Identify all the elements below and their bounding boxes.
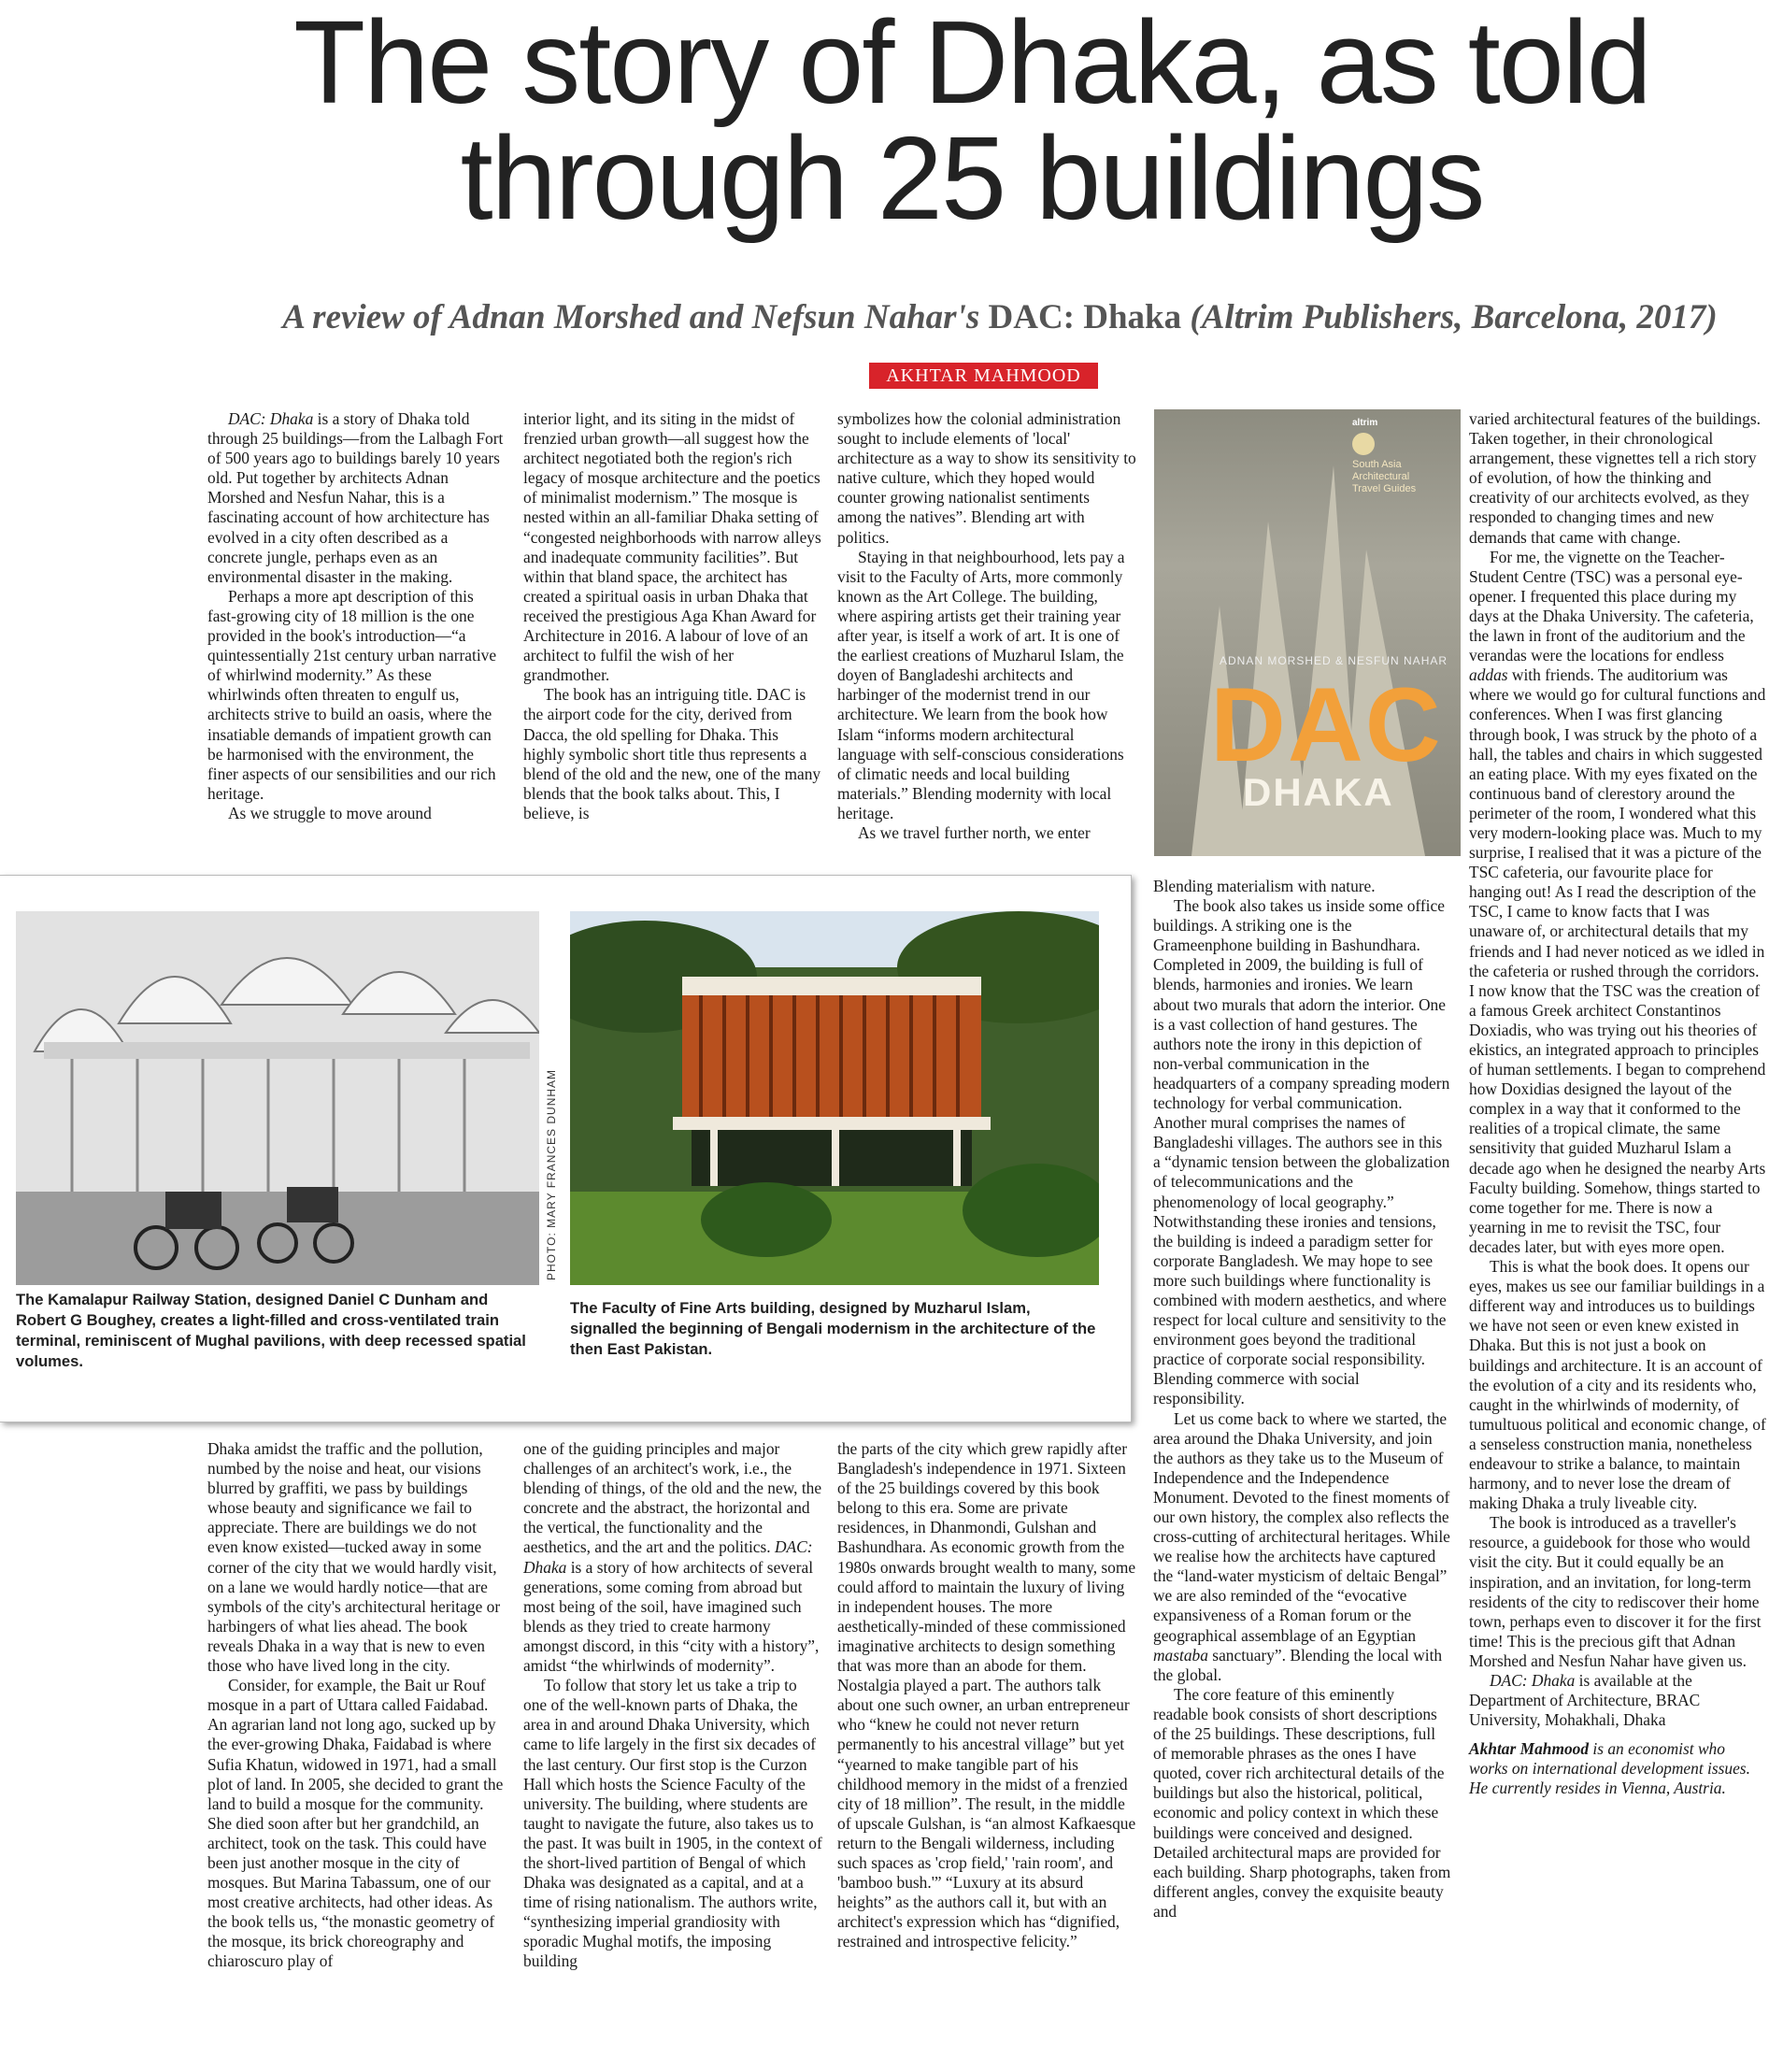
paragraph-text: For me, the vignette on the Teacher-Student Centre (TSC) was a personal eye-opener. I frequented this place during my days at the Dhaka University. The cafeteria, the lawn in front of the auditorium and the verandas were the locations for endless (1469, 547, 1754, 665)
italic-text: addas (1469, 665, 1508, 685)
italic-text: DAC: Dhaka (228, 409, 314, 428)
paragraph-text: As we struggle to move around (228, 803, 432, 822)
series-line-1: South Asia (1352, 459, 1402, 470)
paragraph-text: As we travel further north, we enter (858, 822, 1091, 842)
paragraph-text: interior light, and its siting in the midst of frenzied urban growth—all suggest how the architect negotiated both the region's rich legacy of mosque architecture and the poetics of minimalist modernism.” The mosque is nested within an all-familiar Dhaka setting of “congested neighborhoods with narrow alleys and inadequate community facilities”. But within that bland space, the architect has created a spiritual oasis in urban Dhaka that received the prestigious Aga Khan Award for Architecture in 2016. A labour of love of an architect to fulfil the wish of her grandmother. (523, 409, 821, 685)
paragraph-text: The book has an intriguing title. DAC is the airport code for the city, derived from Dacca, the old spelling for Dhaka. This highly symbolic short title thus represents a blend of the old and the new, one of the many blends that the book talks about. This, I believe, is (523, 685, 821, 822)
elephant-icon (1352, 433, 1375, 455)
cover-authors: ADNAN MORSHED & NESFUN NAHAR (1220, 654, 1448, 667)
fine-arts-building-illustration (570, 911, 1099, 1285)
cover-subtitle: DHAKA (1243, 770, 1394, 814)
paragraph (523, 1676, 822, 1971)
subhead-book-title: DAC: Dhaka (988, 298, 1182, 336)
series-logo: altrim (1352, 418, 1378, 428)
italic-text: mastaba (1153, 1645, 1208, 1665)
paragraph (1469, 409, 1766, 548)
cover-title: DAC (1210, 666, 1443, 783)
book-cover-image (1154, 409, 1461, 856)
column-4 (1153, 877, 1452, 1922)
paragraph-text: symbolizes how the colonial administration sought to include elements of 'local' architecture as a way to show its sensitivity to native culture, which they hoped would counter growing nationalist sentiments among the natives”. Blending art with politics. (837, 409, 1136, 547)
photo-credit-text: PHOTO: MARY FRANCES DUNHAM (545, 1068, 558, 1280)
subhead-text-1: A review of Adnan Morshed and Nefsun Nahar's (282, 298, 989, 336)
paragraph (1153, 877, 1452, 896)
paragraph-text: one of the guiding principles and major challenges of an architect's work, i.e., the blending of things, of the old and the new, the concrete and the abstract, the horizontal and the vertical, the functionality and the aesthetics, and the art and the politics. (523, 1439, 822, 1557)
paragraph (207, 804, 505, 823)
paragraph (1469, 1257, 1766, 1513)
paragraph-text: The book also takes us inside some office buildings. A striking one is the Grameenphone building in Bashundhara. Completed in 2009, the building is full of blends, harmonies and ironies. We learn about two murals that adorn the interior. One is a vast collection of hand gestures. The authors note the irony in this depiction of non-verbal communication in the headquarters of a company spreading modern technology for verbal communication. Another mural comprises the names of Bangladeshi villages. The authors see in this a “dynamic tension between the globalization of telecommunications and the phenomenology of local geography.” Notwithstanding these ironies and tensions, the building is indeed a paradigm setter for corporate Bangladesh. We may hope to see more such buildings where functionality is combined with modern aesthetics, and where respect for local culture and sensitivity to the environment goes beyond the traditional practice of corporate social responsibility. Blending commerce with social responsibility. (1153, 896, 1450, 1408)
column-3-bottom (837, 1439, 1136, 1951)
headline-line-1: The story of Dhaka, as told (293, 0, 1650, 128)
photo-credit (540, 1068, 568, 1285)
paragraph (837, 548, 1136, 823)
paragraph-text: Let us come back to where we started, the area around the Dhaka University, and join the authors as they take us to the Museum of Independence and the Independence Monument. Devoted to the finest moments of our own history, the complex also reflects the cross-cutting of architectural heritages. While we realise how the architects have captured the “land-water mysticism of deltaic Bengal” we are also reminded of the “evocative expansiveness of a Roman forum or the geographical assemblage of an Egyptian (1153, 1408, 1450, 1645)
paragraph (207, 1676, 505, 1971)
paragraph-text: Blending materialism with nature. (1153, 877, 1376, 895)
paragraph (523, 685, 822, 823)
series-line-2: Architectural (1352, 471, 1410, 482)
paragraph (837, 409, 1136, 548)
paragraph (207, 1439, 505, 1676)
headline-line-2: through 25 buildings (460, 112, 1484, 244)
paragraph (1469, 548, 1766, 1257)
series-badge (1352, 417, 1453, 494)
paragraph-text: Consider, for example, the Bait ur Rouf mosque in a part of Uttara called Faidabad. An agrarian land not long ago, sucked up by the ever-growing Dhaka, Faidabad is where Sufia Khatun, widowed in 1971, had a small plot of land. In 2005, she decided to grant the land to build a mosque for the community. She died soon after but her grandchild, an architect, took on the task. This could have been just another mosque in the city of mosques. But Marina Tabassum, one of our most creative architects, had other ideas. As the book tells us, “the monastic geometry of the mosque, its brick choreography and chiaroscuro play of (207, 1676, 504, 1971)
author-bio (1469, 1739, 1766, 1798)
column-2-bottom (523, 1439, 822, 1972)
paragraph-text: the parts of the city which grew rapidly after Bangladesh's independence in 1971. Sixteen of the 25 buildings covered by this book belong to this era. Some are private residences, in Dhanmondi, Gulshan and Bashundhara. As economic growth from the 1980s onwards brought wealth to many, some could afford to maintain the luxury of living in independent houses. The more aesthetically-minded of these commissioned imaginative architects to design something that was more than an abode for them. Nostalgia played a part. The authors talk about one such owner, an urban entrepreneur who “knew he could not never return permanently to his ancestral village” but yet “yearned to make tangible part of his childhood memory in the midst of a frenzied city of 18 million”. The result, in the middle of upscale Gulshan, is “an almost Kafkaesque return to the Bengali wilderness, including such spaces as 'crop field,' 'rain room', and 'bamboo bush.'” “Luxury at its absurd heights” as the authors call it, but with an architect's expression which has “dignified, restrained and introspective felicity.” (837, 1439, 1136, 1951)
column-5 (1469, 409, 1766, 1799)
paragraph (1469, 1671, 1766, 1730)
kamalapur-station-illustration (16, 911, 539, 1285)
headline (178, 0, 1766, 244)
paragraph (837, 1439, 1136, 1951)
paragraph (207, 587, 505, 804)
subhead-text-2: (Altrim Publishers, Barcelona, 2017) (1181, 298, 1718, 336)
photo2-caption: The Faculty of Fine Arts building, designed by Muzharul Islam, signalled the beginning of Bengali modernism in the architecture of the then East Pakistan. (570, 1299, 1096, 1358)
column-2-top (523, 409, 822, 823)
kamalapur-station-photo (16, 911, 539, 1285)
paragraph-text: sanctuary”. Blending the local with the global. (1153, 1645, 1443, 1684)
paragraph (1153, 1409, 1452, 1685)
paragraph-text: Dhaka amidst the traffic and the pollution, numbed by the noise and heat, our visions blurred by graffiti, we pass by buildings whose beauty and significance we fail to appreciate. There are buildings we do not even know existed—tucked away in some corner of the city that we would hardly visit, on a lane we would hardly notice—that are symbols of the city's architectural heritage or harbingers of what lies ahead. The book reveals Dhaka in a way that is new to even those who have lived long in the city. (207, 1439, 501, 1676)
paragraph-text: This is what the book does. It opens our eyes, makes us see our familiar buildings in a different way and introduces us to buildings we have not seen or even knew existed in Dhaka. But this is not just a book on buildings and architecture. It is an account of the evolution of a city and its residents who, caught in the whirlwinds of modernity, of tumultuous political and economic change, of a senseless construction mania, nonetheless endeavour to strike a balance, to maintain harmony, and to never lose the dream of making Dhaka a truly liveable city. (1469, 1257, 1766, 1513)
paragraph (523, 1439, 822, 1676)
author-name: Akhtar Mahmood (1469, 1739, 1590, 1759)
column-3-top (837, 409, 1136, 843)
paragraph-text: Staying in that neighbourhood, lets pay a visit to the Faculty of Arts, more commonly known as the Art College. The building, where aspiring artists get their training year after year, is itself a work of art. It is one of the earliest creations of Muzharul Islam, the doyen of Bangladeshi architects and harbinger of the modernist trend in our architecture. We learn from the book how Islam “informs modern architectural language with self-conscious considerations of climatic needs and local building materials.” Blending modernity with local heritage. (837, 547, 1125, 822)
paragraph-text: is a story of Dhaka told through 25 buildings—from the Lalbagh Fort of 500 years ago to buildings barely 10 years old. Put together by architects Adnan Morshed and Nesfun Nahar, this is a fascinating account of how architecture has evolved in a city often described as a concrete jungle, perhaps even as an environmental disaster in the making. (207, 409, 504, 586)
paragraph (837, 823, 1136, 843)
column-1-top (207, 409, 505, 823)
italic-text: DAC: Dhaka (523, 1537, 813, 1577)
paragraph (1153, 896, 1452, 1408)
column-1-bottom (207, 1439, 505, 1972)
paragraph (523, 409, 822, 685)
paragraph-text: is available at the Department of Architecture, BRAC University, Mohakhali, Dhaka (1469, 1671, 1701, 1730)
italic-text: DAC: Dhaka (1490, 1671, 1576, 1690)
photo1-caption: The Kamalapur Railway Station, designed Daniel C Dunham and Robert G Boughey, creates a light-filled and cross-ventilated train terminal, reminiscent of Mughal pavilions, with deep recessed spatial volumes. (16, 1291, 526, 1370)
author-bio-text: is an economist who works on international development issues. He currently resides in Vienna, Austria. (1469, 1739, 1750, 1798)
paragraph-text: varied architectural features of the buildings. Taken together, in their chronological arrangement, these vignettes tell a rich story of evolution, of how the thinking and creativity of our architects evolved, as they responded to changing times and new demands that came with change. (1469, 409, 1761, 547)
paragraph-text: To follow that story let us take a trip to one of the well-known parts of Dhaka, the area in and around Dhaka University, which came to life largely in the first six decades of the last century. Our first stop is the Curzon Hall which hosts the Science Faculty of the university. The building, where students are taught to navigate the future, also takes us to the past. It was built in 1905, in the context of the short-lived partition of Bengal of which Dhaka was designated as a capital, and at a time of rising nationalism. The authors write, “synthesizing imperial grandiosity with sporadic Mughal motifs, the imposing building (523, 1676, 822, 1971)
fine-arts-building-photo (570, 911, 1099, 1285)
subheadline (271, 297, 1729, 337)
paragraph-text: with friends. The auditorium was where we would go for cultural functions and conferences. When I was first glancing through book, I was struck by the photo of a hall, the tables and chairs in which suggested an eating place. With my eyes fixated on the continuous band of clerestory around the perimeter of the room, I wondered what this very modern-looking place was. Much to my surprise, I realised that it was a picture of the TSC cafeteria, our favourite place for hanging out! As I read the description of the TSC, I came to know facts that I was unaware of, or architectural details that my friends and I had never noticed as we idled in the cafeteria or rushed through the corridors. I now know that the TSC was the creation of a famous Greek architect Constantinos Doxiadis, who was trying out his theories of ekistics, an integrated approach to principles of human settlements. I began to comprehend how Doxidias designed the layout of the complex in a way that it conformed to the realities of a tropical climate, the same sensitivity that guided Muzharul Islam a decade ago when he designed the nearby Arts Faculty building. Somehow, things started to come together for me. There is now a yearning in me to revisit the TSC, four decades later, but with eyes more open. (1469, 665, 1766, 1256)
byline: AKHTAR MAHMOOD (869, 363, 1098, 389)
paragraph-text: The book is introduced as a traveller's resource, a guidebook for those who would visit the city. But it could equally be an inspiration, and an invitation, for long-term residents of the city to rediscover their home town, perhaps even to discover it for the first time! This is the precious gift that Adnan Morshed and Nesfun Nahar have given us. (1469, 1513, 1762, 1670)
series-line-3: Travel Guides (1352, 483, 1417, 494)
paragraph (207, 409, 505, 587)
paragraph-text: is a story of how architects of several generations, some coming from abroad but most being of the soil, have imagined such blends as they tried to create harmony amongst discord, in this “city with a history”, amidst “the whirlwinds of modernity”. (523, 1557, 820, 1676)
paragraph (1153, 1685, 1452, 1922)
paragraph-text: The core feature of this eminently readable book consists of short descriptions of the 25 buildings. These descriptions, full of memorable phrases as the ones I have quoted, cover rich architectural details of the buildings but also the historical, political, economic and policy context in which these buildings were conceived and designed. Detailed architectural maps are provided for each building. Sharp photographs, taken from different angles, convey the exquisite beauty and (1153, 1684, 1451, 1921)
paragraph (1469, 1513, 1766, 1671)
paragraph-text: Perhaps a more apt description of this fast-growing city of 18 million is the one provided in the book's introduction—“a quintessentially 21st century urban narrative of whirlwind modernity.” As these whirlwinds often threaten to engulf us, architects strive to build an oasis, where the insatiable demands of impatient growth can be harmonised with the environment, the finer aspects of our sensibilities and our rich heritage. (207, 586, 497, 803)
